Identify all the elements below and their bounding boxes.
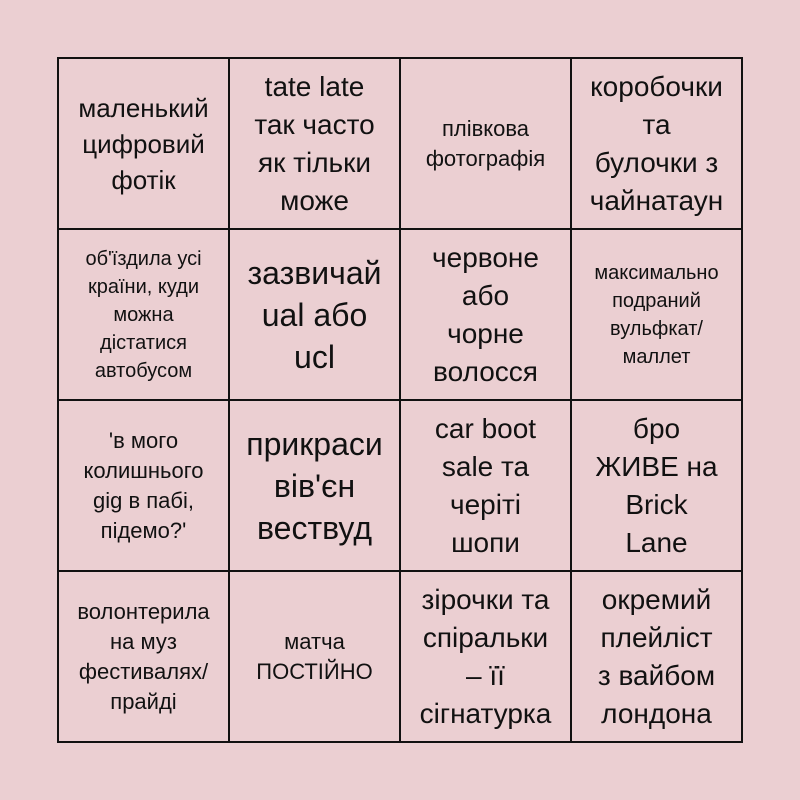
cell-text: матча ПОСТІЙНО xyxy=(256,628,373,684)
bingo-cell-3[interactable] xyxy=(400,58,571,229)
bingo-cell-15[interactable] xyxy=(400,571,571,742)
bingo-cell-16[interactable] xyxy=(571,571,742,742)
bingo-cell-5[interactable] xyxy=(58,229,229,400)
cell-text: car boot sale та черіті шопи xyxy=(434,412,537,558)
bingo-board xyxy=(57,57,743,743)
bingo-cell-7[interactable] xyxy=(400,229,571,400)
bingo-cell-9[interactable] xyxy=(58,400,229,571)
cell-text: tate late так часто як тільки може xyxy=(254,70,375,216)
cell-text: зірочки та спіральки – її сігнатурка xyxy=(419,583,552,729)
cell-text: прикраси вів'єн вествуд xyxy=(246,425,383,546)
bingo-cell-8[interactable] xyxy=(571,229,742,400)
cell-text: коробочки та булочки з чайнатаун xyxy=(589,70,724,216)
cell-text: максимально подраний вульфкат/ маллет xyxy=(594,261,719,368)
bingo-cell-12[interactable] xyxy=(571,400,742,571)
cell-text: волонтерила на муз фестивалях/ прайді xyxy=(77,598,210,714)
bingo-cell-11[interactable] xyxy=(400,400,571,571)
cell-text: плівкова фотографія xyxy=(425,115,546,171)
bingo-cell-14[interactable] xyxy=(229,571,400,742)
cell-text: маленький цифровий фотік xyxy=(78,92,209,195)
cell-text: бро ЖИВЕ на Brick Lane xyxy=(595,412,718,558)
cell-text: окремий плейліст з вайбом лондона xyxy=(597,583,716,729)
bingo-cell-4[interactable] xyxy=(571,58,742,229)
bingo-cell-10[interactable] xyxy=(229,400,400,571)
cell-text: 'в мого колишнього gig в пабі, підемо?' xyxy=(83,427,204,543)
bingo-cell-6[interactable] xyxy=(229,229,400,400)
bingo-cell-13[interactable] xyxy=(58,571,229,742)
cell-text: об'їздила усі країни, куди можна дістатися автобусом xyxy=(85,247,202,382)
cell-text: червоне або чорне волосся xyxy=(432,241,539,387)
cell-text: зазвичай ual або ucl xyxy=(247,254,382,375)
bingo-cell-2[interactable] xyxy=(229,58,400,229)
bingo-cell-1[interactable] xyxy=(58,58,229,229)
